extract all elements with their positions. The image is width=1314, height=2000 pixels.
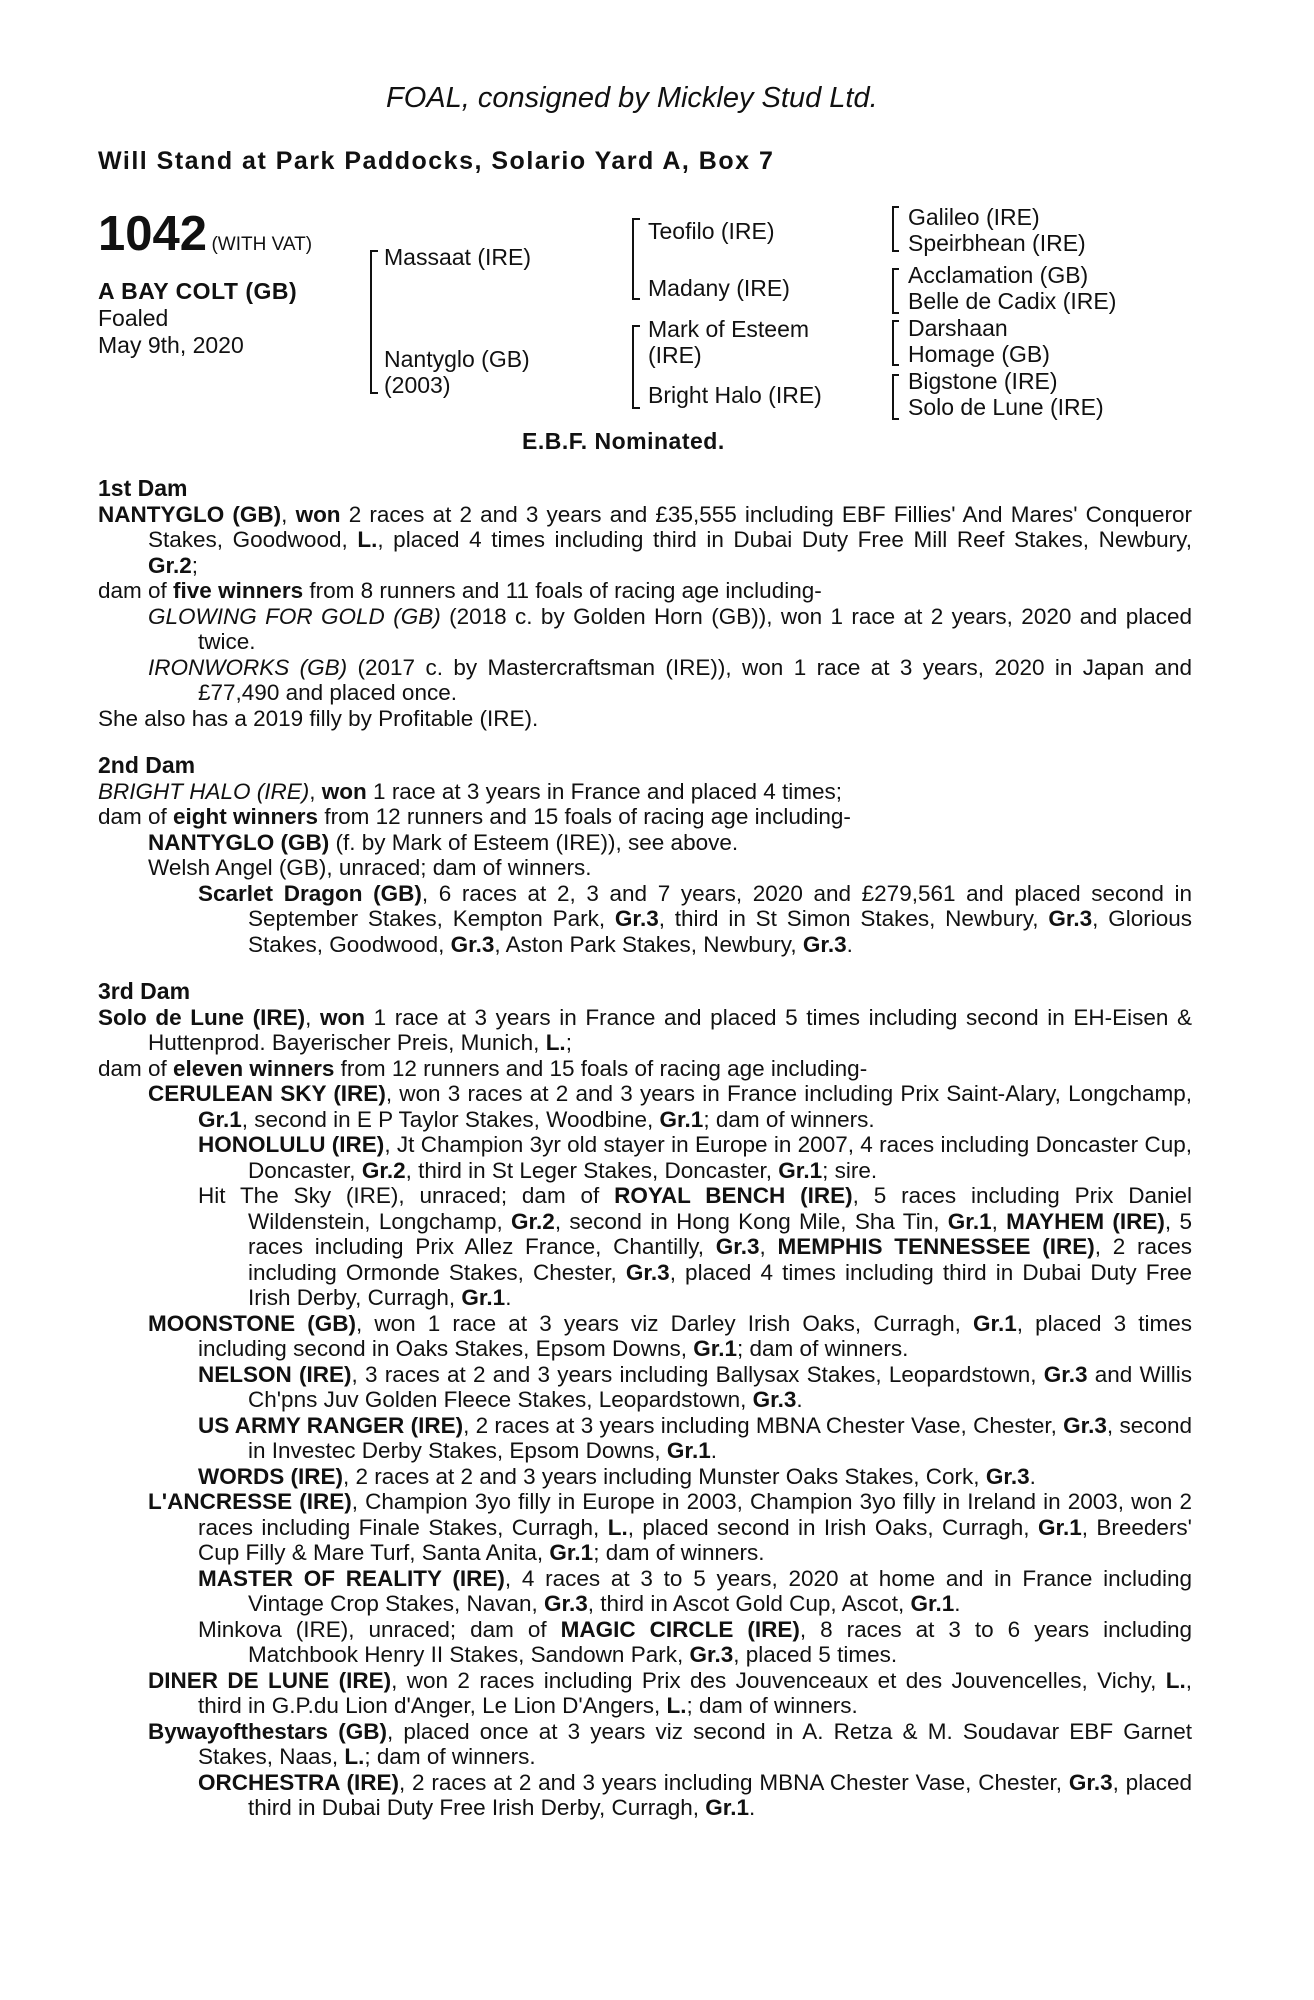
bold-run: Gr.1	[973, 1310, 1017, 1336]
pedigree-g3-1: Galileo (IRE)	[908, 204, 1040, 230]
bold-run: Gr.1	[1037, 1514, 1082, 1540]
pedigree-dam-year: (2003)	[384, 372, 451, 398]
text-run: ,	[281, 501, 296, 527]
text-run: , 4 races at 3 to 5 years, 2020 at home and in France including Vintage Crop Stakes, Navan,	[248, 1565, 1192, 1616]
text-run: from 12 runners and 15 foals of racing age including-	[318, 804, 851, 829]
pedigree-dam-dam: Bright Halo (IRE)	[648, 382, 822, 408]
pedigree-entry	[98, 881, 1192, 958]
pedigree-entry	[98, 1770, 1192, 1821]
bold-run: ROYAL BENCH (IRE)	[614, 1183, 853, 1208]
text-run: ;	[191, 552, 199, 578]
text-run: from 8 runners and 11 foals of racing age including-	[303, 578, 822, 603]
text-run: , Champion 3yo filly in Europe in 2003, Champion 3yo filly in Ireland in 2003, won 2 races including Finale Stakes, Curragh,	[198, 1489, 1192, 1540]
bold-run: L.	[607, 1514, 628, 1540]
section-heading-third-dam: 3rd Dam	[98, 978, 191, 1004]
bold-run: DINER DE LUNE (IRE)	[148, 1667, 392, 1693]
text-run: , 5 races including Prix Daniel Wildenstein, Longchamp,	[248, 1183, 1193, 1234]
text-run: (2018 c. by Golden Horn (GB)), won 1 race at 2 years, 2020 and placed twice.	[198, 603, 1192, 654]
text-run: , third in G.P.du Lion d'Anger, Le Lion D'Angers,	[198, 1667, 1192, 1718]
bold-run: Gr.3	[715, 1234, 760, 1259]
bold-run: Gr.3	[450, 931, 495, 957]
pedigree-g3-2: Speirbhean (IRE)	[908, 230, 1086, 256]
pedigree-bracket-g3-4	[892, 374, 899, 420]
pedigree-bracket-g3-3	[892, 320, 899, 366]
text-run: from 12 runners and 15 foals of racing age including-	[334, 1055, 868, 1081]
bold-run: CERULEAN SKY (IRE)	[148, 1081, 386, 1106]
bold-run: L.	[1165, 1667, 1186, 1693]
bold-run: MOONSTONE (GB)	[148, 1310, 356, 1336]
text-run: dam of	[98, 804, 174, 829]
text-run: (2017 c. by Mastercraftsman (IRE)), won 1 race at 3 years, 2020 in Japan and £77,490 and placed once.	[198, 654, 1193, 705]
pedigree-entry	[98, 1311, 1192, 1362]
ebf-nominated: E.B.F. Nominated.	[522, 428, 725, 454]
vat-note: (WITH VAT)	[211, 234, 313, 255]
pedigree-g3-4: Belle de Cadix (IRE)	[908, 288, 1117, 314]
bold-run: L.	[344, 1744, 365, 1769]
text-run: 1 race at 3 years in France and placed 4 times;	[366, 778, 843, 804]
text-run: , 3 races at 2 and 3 years including Ballysax Stakes, Leopardstown,	[351, 1361, 1044, 1387]
text-run: , third in St Simon Stakes, Newbury,	[658, 906, 1049, 931]
pedigree-g3-8: Solo de Lune (IRE)	[908, 394, 1104, 420]
foaled-date: May 9th, 2020	[98, 332, 244, 358]
text-run: .	[1029, 1463, 1036, 1489]
pedigree-entry	[98, 1668, 1192, 1719]
text-run: .	[954, 1591, 961, 1616]
text-run: , placed third in Dubai Duty Free Irish Derby, Curragh,	[248, 1769, 1192, 1820]
text-run: and Willis Ch'pns Juv Golden Fleece Stakes, Leopardstown,	[248, 1361, 1192, 1412]
pedigree-dam-name: Nantyglo (GB)	[384, 346, 530, 372]
stand-location: Will Stand at Park Paddocks, Solario Yard A, Box 7	[98, 147, 775, 175]
text-run: ; sire.	[822, 1157, 878, 1183]
bold-run: L.	[545, 1030, 566, 1055]
text-run: , 2 races at 3 years including MBNA Chester Vase, Chester,	[463, 1412, 1064, 1438]
bold-run: Gr.3	[1068, 1769, 1113, 1795]
pedigree-entry	[98, 578, 1192, 604]
pedigree-dam-sire-name: Mark of Esteem	[648, 316, 810, 342]
bold-run: NANTYGLO (GB)	[148, 829, 330, 855]
bold-run: Gr.1	[549, 1540, 594, 1565]
bold-run: MEMPHIS TENNESSEE (IRE)	[777, 1234, 1095, 1259]
text-run: ; dam of winners.	[703, 1106, 875, 1132]
text-run: ; dam of winners.	[686, 1693, 858, 1718]
bold-run: won	[321, 778, 367, 804]
text-run: , third in Ascot Gold Cup, Ascot,	[587, 1591, 911, 1616]
bold-run: L.	[357, 527, 378, 552]
text-run: , 6 races at 2, 3 and 7 years, 2020 and £279,561 and placed second in September Stakes, Kempton Park,	[248, 880, 1192, 931]
bold-run: five winners	[173, 578, 304, 603]
text-run: , placed second in Irish Oaks, Curragh,	[627, 1514, 1038, 1540]
bold-run: Gr.3	[1063, 1412, 1107, 1438]
text-run: , 8 races at 3 to 6 years including Matchbook Henry II Stakes, Sandown Park,	[248, 1616, 1192, 1667]
pedigree-entry	[98, 1464, 1192, 1490]
bold-run: Gr.1	[947, 1208, 992, 1234]
section-heading-first-dam: 1st Dam	[98, 475, 188, 501]
text-run: , placed 4 times including third in Dubai Duty Free Mill Reef Stakes, Newbury,	[377, 527, 1193, 552]
text-run: dam of	[98, 578, 174, 603]
bold-run: Gr.3	[689, 1642, 734, 1667]
pedigree-entry	[98, 1056, 1192, 1082]
pedigree-entry	[98, 1132, 1192, 1183]
text-run: (f. by Mark of Esteem (IRE)), see above.	[329, 829, 739, 855]
pedigree-g3-6: Homage (GB)	[908, 341, 1050, 367]
bold-run: Gr.1	[910, 1591, 955, 1616]
bold-run: Gr.1	[461, 1285, 506, 1310]
bold-run: ORCHESTRA (IRE)	[198, 1769, 399, 1795]
bold-run: eleven winners	[173, 1055, 335, 1081]
text-run: ; dam of winners.	[364, 1744, 536, 1769]
pedigree-entry	[98, 1719, 1192, 1770]
bold-run: Gr.3	[752, 1387, 797, 1412]
bold-run: US ARMY RANGER (IRE)	[198, 1412, 464, 1438]
bold-run: Gr.3	[802, 931, 847, 957]
text-run: , placed once at 3 years viz second in A. Retza & M. Soudavar EBF Garnet Stakes, Naas,	[198, 1718, 1192, 1769]
pedigree-g3-7: Bigstone (IRE)	[908, 368, 1058, 394]
section-heading-second-dam: 2nd Dam	[98, 752, 196, 778]
consignment-line: FOAL, consigned by Mickley Stud Ltd.	[386, 82, 878, 114]
text-run: ;	[565, 1030, 572, 1055]
bold-run: Gr.1	[778, 1157, 823, 1183]
pedigree-entry	[98, 1183, 1192, 1311]
foaled-label: Foaled	[98, 305, 169, 331]
text-run: , placed 3 times including second in Oaks Stakes, Epsom Downs,	[198, 1310, 1193, 1361]
pedigree-g3-3: Acclamation (GB)	[908, 262, 1089, 288]
bold-run: Gr.2	[361, 1157, 406, 1183]
bold-run: Gr.1	[693, 1336, 738, 1361]
pedigree-g3-5: Darshaan	[908, 315, 1008, 341]
bold-run: Gr.1	[659, 1106, 704, 1132]
pedigree-entry	[98, 604, 1192, 655]
bold-run: NELSON (IRE)	[198, 1361, 352, 1387]
text-run: , Aston Park Stakes, Newbury,	[494, 931, 803, 957]
bold-run: Gr.1	[666, 1438, 711, 1463]
pedigree-bracket-dam-side	[632, 325, 640, 409]
text-run: , Jt Champion 3yr old stayer in Europe in 2007, 4 races including Doncaster Cup, Doncaster,	[248, 1132, 1193, 1183]
text-run: ,	[991, 1208, 1007, 1234]
text-run: ,	[305, 1004, 320, 1030]
italic-run: IRONWORKS (GB)	[148, 654, 348, 680]
pedigree-entry	[98, 655, 1192, 706]
lot-description: A BAY COLT (GB)	[98, 278, 298, 304]
text-run: , won 1 race at 3 years viz Darley Irish Oaks, Curragh,	[355, 1310, 973, 1336]
bold-run: HONOLULU (IRE)	[198, 1132, 385, 1157]
text-run: , 2 races including Ormonde Stakes, Chester,	[248, 1234, 1192, 1285]
bold-run: Gr.3	[1048, 906, 1093, 931]
italic-run: GLOWING FOR GOLD (GB)	[148, 603, 441, 629]
bold-run: Solo de Lune (IRE)	[98, 1004, 306, 1030]
italic-run: BRIGHT HALO (IRE)	[98, 778, 310, 804]
pedigree-sire-sire: Teofilo (IRE)	[648, 218, 775, 244]
bold-run: won	[295, 501, 341, 527]
text-run: Hit The Sky (IRE), unraced; dam of	[198, 1183, 615, 1208]
pedigree-entry	[98, 1413, 1192, 1464]
bold-run: Gr.3	[544, 1591, 588, 1616]
text-run: , won 3 races at 2 and 3 years in France including Prix Saint-Alary, Longchamp,	[385, 1081, 1192, 1106]
text-run: Minkova (IRE), unraced; dam of	[198, 1616, 561, 1642]
pedigree-bracket-gen1	[370, 250, 378, 394]
text-run: .	[505, 1285, 512, 1310]
bold-run: Scarlet Dragon (GB)	[198, 880, 422, 906]
text-run: , Glorious Stakes, Goodwood,	[248, 906, 1192, 957]
text-run: , placed 4 times including third in Dubai Duty Free Irish Derby, Curragh,	[248, 1259, 1192, 1310]
text-run: , 2 races at 2 and 3 years including Munster Oaks Stakes, Cork,	[343, 1463, 986, 1489]
text-run: , 5 races including Prix Allez France, Chantilly,	[248, 1208, 1192, 1259]
bold-run: MAYHEM (IRE)	[1006, 1208, 1165, 1234]
bold-run: Gr.2	[148, 552, 192, 578]
bold-run: L'ANCRESSE (IRE)	[148, 1489, 352, 1514]
pedigree-bracket-g3-1	[892, 206, 899, 252]
pedigree-sire: Massaat (IRE)	[384, 244, 531, 270]
text-run: ; dam of winners.	[737, 1336, 909, 1361]
pedigree-entry	[98, 502, 1192, 579]
text-run: , second in Hong Kong Mile, Sha Tin,	[554, 1208, 948, 1234]
bold-run: Gr.2	[511, 1208, 555, 1234]
text-run: .	[846, 931, 853, 957]
bold-run: Gr.3	[625, 1259, 670, 1285]
bold-run: MAGIC CIRCLE (IRE)	[560, 1616, 800, 1642]
text-run: .	[749, 1795, 756, 1820]
pedigree-entry	[98, 1489, 1192, 1566]
bold-run: Gr.3	[614, 906, 659, 931]
bold-run: L.	[666, 1693, 687, 1718]
text-run: Welsh Angel (GB), unraced; dam of winners.	[148, 855, 592, 880]
text-run: , won 2 races including Prix des Jouvenceaux et des Jouvencelles, Vichy,	[391, 1667, 1166, 1693]
pedigree-entry	[98, 1005, 1192, 1056]
bold-run: NANTYGLO (GB)	[98, 501, 282, 527]
pedigree-entry	[98, 830, 1192, 856]
bold-run: Gr.1	[705, 1795, 750, 1820]
text-run: She also has a 2019 filly by Profitable (IRE).	[98, 705, 539, 731]
pedigree-bracket-g3-2	[892, 268, 899, 314]
text-run: , placed 5 times.	[733, 1642, 898, 1667]
text-run: ,	[309, 778, 322, 804]
text-run: , third in St Leger Stakes, Doncaster,	[405, 1157, 779, 1183]
text-run: ,	[759, 1234, 778, 1259]
pedigree-entry	[98, 1566, 1192, 1617]
bold-run: MASTER OF REALITY (IRE)	[198, 1565, 505, 1591]
pedigree-dam-sire-suffix: (IRE)	[648, 342, 702, 368]
pedigree-entry	[98, 706, 1192, 732]
bold-run: Bywayofthestars (GB)	[148, 1718, 387, 1744]
text-run: .	[710, 1438, 717, 1463]
text-run: , second in E P Taylor Stakes, Woodbine,	[241, 1106, 660, 1132]
pedigree-entry	[98, 855, 1192, 881]
pedigree-entry	[98, 804, 1192, 830]
bold-run: won	[319, 1004, 365, 1030]
text-run: ; dam of winners.	[593, 1540, 765, 1565]
text-run: , 2 races at 2 and 3 years including MBNA Chester Vase, Chester,	[398, 1769, 1069, 1795]
text-run: , Breeders' Cup Filly & Mare Turf, Santa Anita,	[198, 1514, 1192, 1565]
text-run: .	[796, 1387, 803, 1412]
bold-run: Gr.3	[1043, 1361, 1088, 1387]
pedigree-sire-dam: Madany (IRE)	[648, 275, 790, 301]
catalogue-body	[98, 476, 1192, 1821]
pedigree-entry	[98, 1362, 1192, 1413]
pedigree-entry	[98, 779, 1192, 805]
text-run: dam of	[98, 1055, 174, 1081]
lot-number-block	[98, 206, 312, 262]
text-run: , second in Investec Derby Stakes, Epsom Downs,	[248, 1412, 1192, 1463]
bold-run: WORDS (IRE)	[198, 1463, 343, 1489]
text-run: 2 races at 2 and 3 years and £35,555 including EBF Fillies' And Mares' Conqueror Stakes, Goodwood,	[148, 501, 1192, 552]
text-run: 1 race at 3 years in France and placed 5 times including second in EH-Eisen & Huttenprod. Bayerischer Preis, Munich,	[148, 1004, 1192, 1055]
lot-number: 1042	[98, 207, 208, 261]
bold-run: eight winners	[173, 804, 319, 829]
bold-run: Gr.1	[198, 1106, 242, 1132]
pedigree-entry	[98, 1617, 1192, 1668]
pedigree-entry	[98, 1081, 1192, 1132]
pedigree-bracket-sire-side	[632, 218, 640, 300]
bold-run: Gr.3	[985, 1463, 1030, 1489]
